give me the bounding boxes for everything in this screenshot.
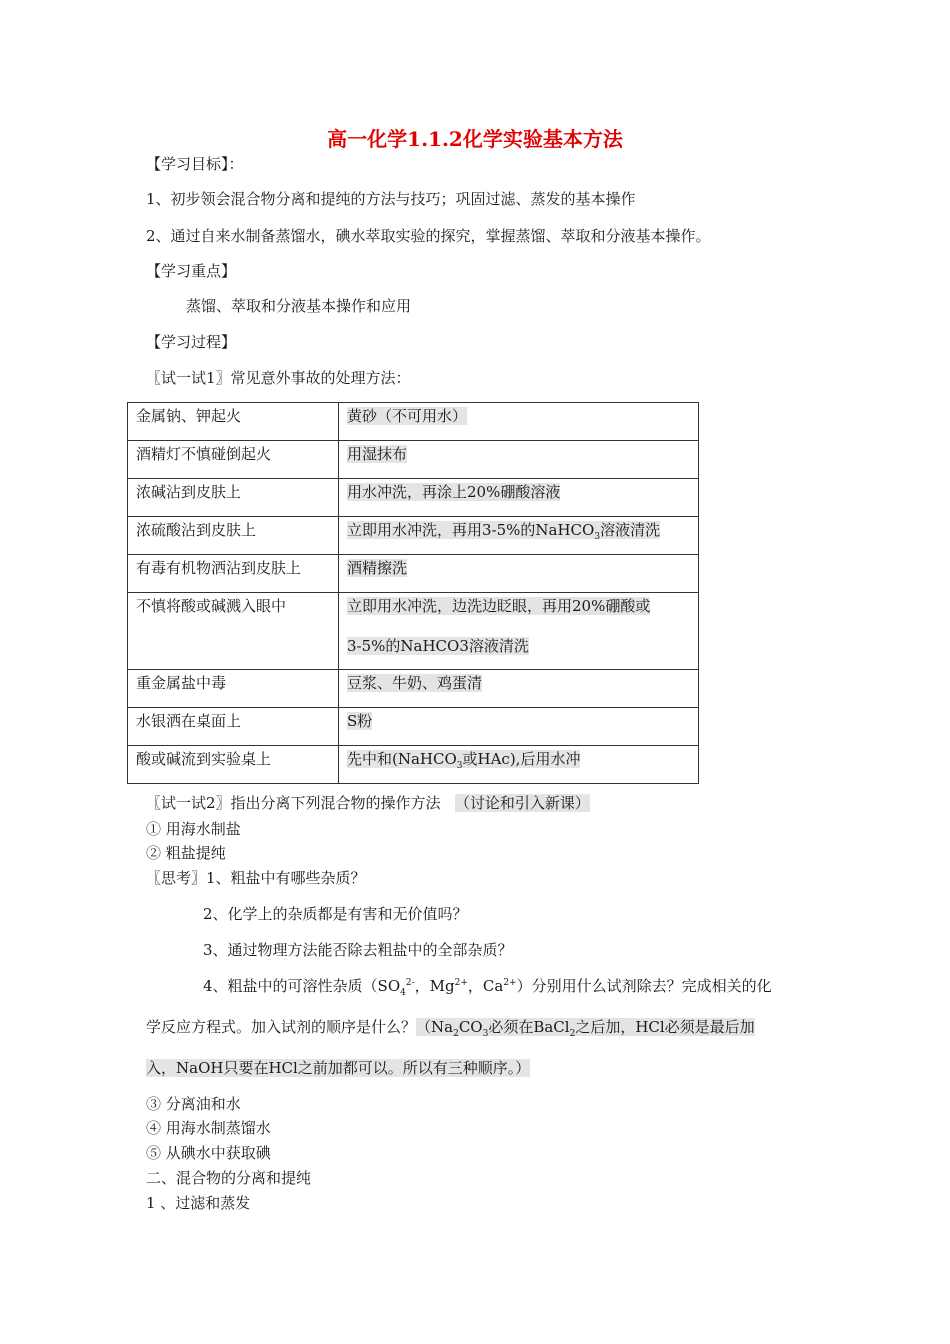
think-question-3: 3、通过物理方法能否除去粗盐中的全部杂质？ (203, 941, 513, 959)
accident-method: 立即用水冲洗，再用3-5%的NaHCO$_3$溶液清洗 (339, 517, 699, 555)
accident-case: 酸或碱流到实验桌上 (128, 746, 339, 784)
accident-method: 酒精擦洗 (339, 555, 699, 593)
table-row (128, 593, 699, 670)
accident-method: 立即用水冲洗，边洗边眨眼，再用20%硼酸或 3-5%的NaHCO3溶液清洗 (339, 593, 699, 670)
section-heading: 二、混合物的分离和提纯 (146, 1169, 312, 1187)
objective-2: 2、通过自来水制备蒸馏水，碘水萃取实验的探究，掌握蒸馏、萃取和分液基本操作。 (146, 227, 711, 245)
table-row (128, 708, 699, 746)
answer-text-line2: 入，NaOH只要在HCl之前加都可以。所以有三种顺序。） (146, 1059, 531, 1077)
accident-case: 浓硫酸沾到皮肤上 (128, 517, 339, 555)
table-row (128, 441, 699, 479)
accident-method: 豆浆、牛奶、鸡蛋清 (339, 670, 699, 708)
list-item: ③ 分离油和水 (146, 1095, 241, 1113)
try2-note: （讨论和引入新课） (454, 794, 590, 812)
accident-method: S粉 (339, 708, 699, 746)
accident-method: 用水冲洗，再涂上20%硼酸溶液 (339, 479, 699, 517)
focus-text: 蒸馏、萃取和分液基本操作和应用 (186, 297, 412, 315)
focus-heading: 【学习重点】 (146, 262, 237, 280)
objectives-heading: 【学习目标】： (146, 155, 244, 173)
table-row (128, 479, 699, 517)
table-row (128, 555, 699, 593)
objective-1: 1、初步领会混合物分离和提纯的方法与技巧；巩固过滤、蒸发的基本操作 (146, 190, 636, 208)
table-row (128, 670, 699, 708)
think-question-4: 4、粗盐中的可溶性杂质（$SO_4^{2-}$，$Mg^{2+}$，$Ca^{2+}$）分别用什么试剂除去？完成相关的化 (203, 977, 772, 998)
answer-text: （$Na_2CO_3$必须在BaCl$_2$之后加，HCl必须是最后加 (416, 1018, 755, 1039)
accident-case: 浓碱沾到皮肤上 (128, 479, 339, 517)
accident-case: 重金属盐中毒 (128, 670, 339, 708)
list-item: ② 粗盐提纯 (146, 844, 226, 862)
subsection-heading: 1 、过滤和蒸发 (146, 1194, 251, 1212)
list-item: ⑤ 从碘水中获取碘 (146, 1144, 271, 1162)
accident-table (127, 402, 699, 784)
page-title: 高一化学1.1.2化学实验基本方法 (327, 127, 623, 151)
table-row (128, 517, 699, 555)
think-question-1: 〖思考〗1、粗盐中有哪些杂质？ (146, 869, 366, 887)
accident-case: 水银洒在桌面上 (128, 708, 339, 746)
accident-method: 黄砂（不可用水） (339, 403, 699, 441)
think-question-4-cont: 学反应方程式。加入试剂的顺序是什么？（$Na_2CO_3$必须在BaCl$_2$之后加，HCl必须是最后加 (146, 1018, 755, 1039)
think-question-2: 2、化学上的杂质都是有害和无价值吗？ (203, 905, 468, 923)
table-row (128, 403, 699, 441)
accident-case: 不慎将酸或碱溅入眼中 (128, 593, 339, 670)
try2-heading: 〖试一试2〗指出分离下列混合物的操作方法 （讨论和引入新课） (146, 794, 590, 812)
process-heading: 【学习过程】 (146, 333, 237, 351)
list-item: ① 用海水制盐 (146, 820, 241, 838)
accident-case: 有毒有机物洒沾到皮肤上 (128, 555, 339, 593)
accident-method: 用湿抹布 (339, 441, 699, 479)
accident-case: 酒精灯不慎碰倒起火 (128, 441, 339, 479)
list-item: ④ 用海水制蒸馏水 (146, 1119, 271, 1137)
try1-heading: 〖试一试1〗常见意外事故的处理方法： (146, 369, 411, 387)
accident-case: 金属钠、钾起火 (128, 403, 339, 441)
table-row (128, 746, 699, 784)
accident-method: 先中和(NaHCO$_3$或HAc),后用水冲 (339, 746, 699, 784)
